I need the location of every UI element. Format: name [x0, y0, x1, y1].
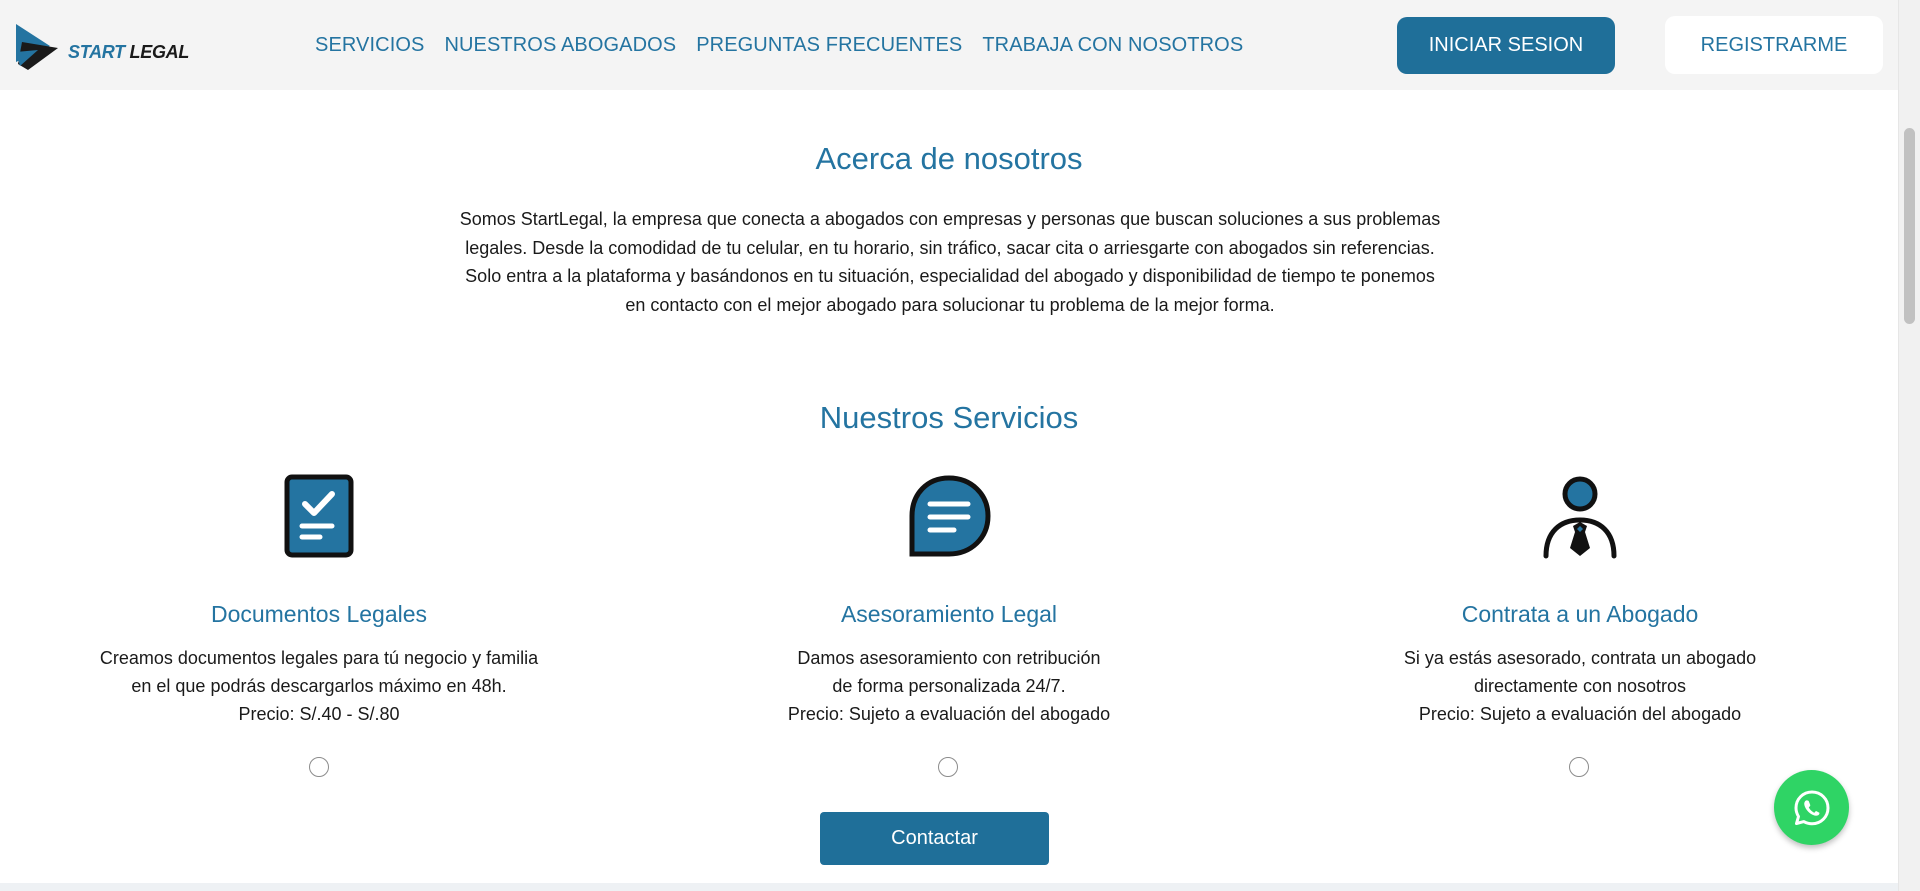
site-header [0, 0, 1898, 90]
nav-nuestros-abogados[interactable]: NUESTROS ABOGADOS [444, 34, 677, 56]
service-radio-contrata[interactable] [1569, 757, 1589, 777]
scrollbar-thumb[interactable] [1904, 128, 1915, 324]
nav-servicios[interactable]: SERVICIOS [315, 34, 425, 56]
nav-preguntas-frecuentes[interactable]: PREGUNTAS FRECUENTES [696, 34, 963, 56]
services-title: Nuestros Servicios [819, 400, 1079, 435]
about-line: Solo entra a la plataforma y basándonos en tu situación, especialidad del abogado y disponibilidad de tiempo te ponemos [465, 266, 1435, 286]
about-line: Somos StartLegal, la empresa que conecta a abogados con empresas y personas que buscan soluciones a sus problemas [459, 209, 1441, 229]
service-title: Asesoramiento Legal [840, 601, 1058, 627]
service-description: Damos asesoramiento con retribución de forma personalizada 24/7. Precio: Sujeto a evaluación del abogado [787, 648, 1111, 724]
document-check-icon [59, 474, 579, 562]
login-button[interactable]: INICIAR SESION [1397, 17, 1615, 74]
lawyer-person-icon [1320, 474, 1840, 562]
service-description: Creamos documentos legales para tú negocio y familia en el que podrás descargarlos máximo en 48h. Precio: S/.40 - S/.80 [99, 648, 539, 724]
whatsapp-icon [1792, 788, 1832, 828]
contact-button[interactable]: Contactar [820, 812, 1049, 865]
logo-text: START LEGAL [68, 41, 190, 62]
service-radio-documentos[interactable] [309, 757, 329, 777]
bottom-edge [0, 883, 1898, 891]
main-nav [315, 34, 1263, 57]
chat-bubble-icon [689, 474, 1209, 562]
service-title: Contrata a un Abogado [1461, 601, 1699, 627]
nav-trabaja-con-nosotros[interactable]: TRABAJA CON NOSOTROS [982, 34, 1244, 56]
about-line: en contacto con el mejor abogado para solucionar tu problema de la mejor forma. [625, 294, 1275, 315]
about-line: legales. Desde la comodidad de tu celular, en tu horario, sin tráfico, sacar cita o arriesgarte con abogados sin referencias. [465, 237, 1435, 258]
service-description: Si ya estás asesorado, contrata un abogado directamente con nosotros Precio: Sujeto a evaluación del abogado [1403, 648, 1757, 724]
service-radio-asesoramiento[interactable] [938, 757, 958, 777]
service-asesoramiento-legal [689, 474, 1209, 728]
start-legal-logo-icon [14, 22, 64, 74]
page-scrollbar[interactable] [1898, 0, 1920, 891]
start-legal-logo[interactable] [14, 22, 189, 74]
service-title: Documentos Legales [210, 601, 428, 627]
about-title: Acerca de nosotros [815, 141, 1083, 176]
service-documentos-legales [59, 474, 579, 728]
about-text [430, 205, 1470, 319]
service-contrata-abogado [1320, 474, 1840, 728]
register-button[interactable]: REGISTRARME [1665, 16, 1883, 74]
whatsapp-button[interactable] [1774, 770, 1849, 845]
